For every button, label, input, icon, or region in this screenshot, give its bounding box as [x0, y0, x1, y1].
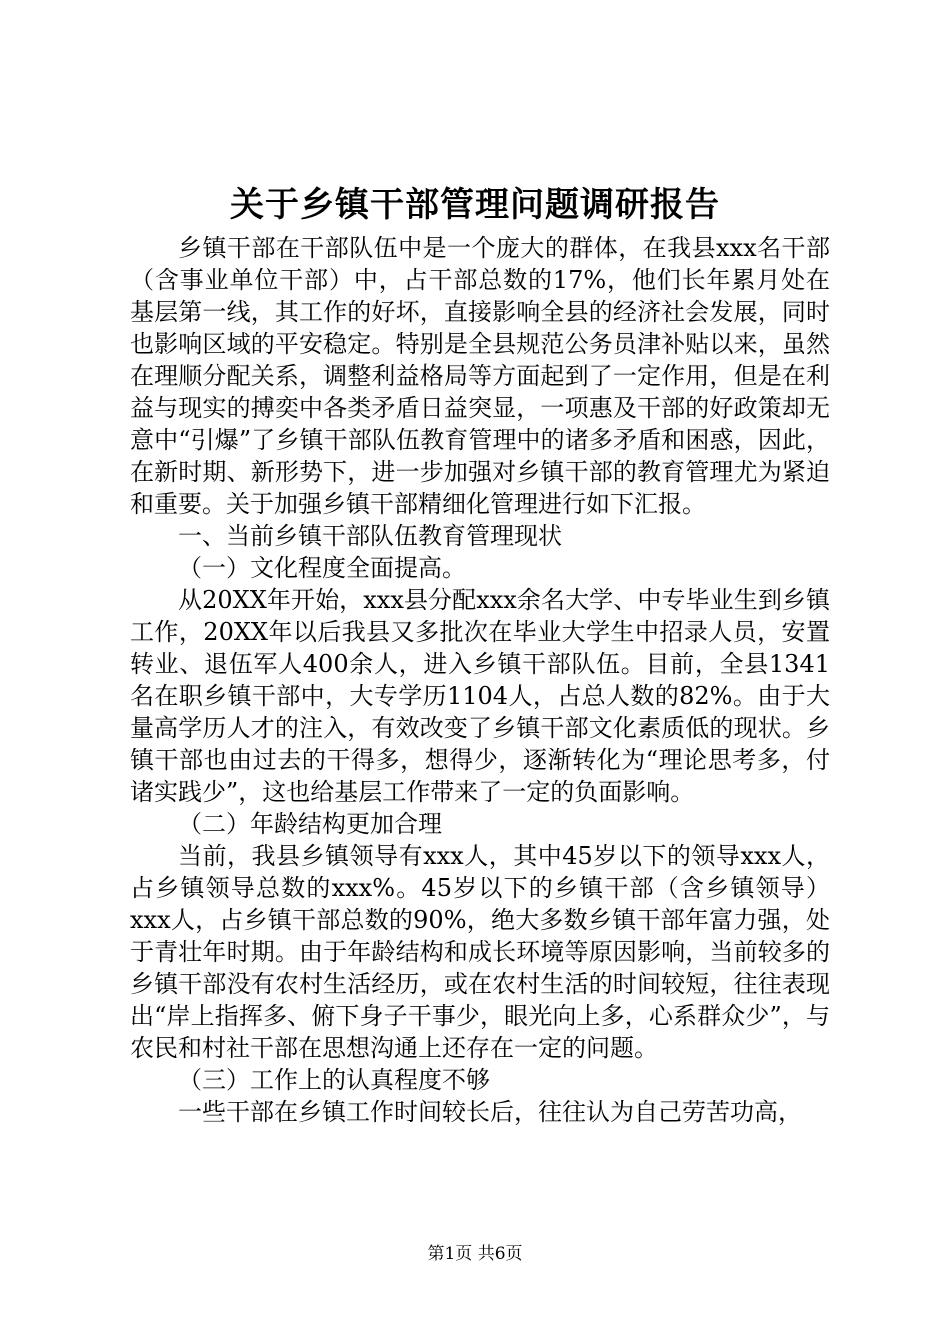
body-paragraph-age: 当前，我县乡镇领导有xxx人，其中45岁以下的领导xxx人，占乡镇领导总数的xxx%。45岁以下的乡镇干部（含乡镇领导）xxx人，占乡镇干部总数的90%，绝大多数乡镇干部年富力强，处于青壮年时期。由于年龄结构和成长环境等原因影响，当前较多的乡镇干部没有农村生活经历，或在农村生活的时间较短，往往表现出“岸上指挥多、俯下身子干事少，眼光向上多，心系群众少”，与农民和村社干部在思想沟通上还存在一定的问题。 — [130, 842, 830, 1062]
subsection-heading-1: （一）文化程度全面提高。 — [178, 554, 466, 582]
page-footer: 第1页 共6页 — [427, 1244, 523, 1264]
document-body — [130, 232, 830, 1128]
document-title: 关于乡镇干部管理问题调研报告 — [230, 185, 720, 225]
subsection-heading-3: （三）工作上的认真程度不够 — [178, 1066, 490, 1094]
section-heading-1: 一、当前乡镇干部队伍教育管理现状 — [178, 522, 562, 550]
subsection-heading-2: （二）年龄结构更加合理 — [178, 810, 442, 838]
body-paragraph-work: 一些干部在乡镇工作时间较长后，往往认为自己劳苦功高， — [178, 1098, 802, 1126]
intro-paragraph: 乡镇干部在干部队伍中是一个庞大的群体，在我县xxx名干部（含事业单位干部）中，占干部总数的17%，他们长年累月处在基层第一线，其工作的好坏，直接影响全县的经济社会发展，同时也影响区域的平安稳定。特别是全县规范公务员津补贴以来，虽然在理顺分配关系，调整利益格局等方面起到了一定作用，但是在利益与现实的搏奕中各类矛盾日益突显，一项惠及干部的好政策却无意中“引爆”了乡镇干部队伍教育管理中的诸多矛盾和困惑，因此，在新时期、新形势下，进一步加强对乡镇干部的教育管理尤为紧迫和重要。关于加强乡镇干部精细化管理进行如下汇报。 — [130, 234, 830, 518]
body-paragraph-education: 从20XX年开始，xxx县分配xxx余名大学、中专毕业生到乡镇工作，20XX年以后我县又多批次在毕业大学生中招录人员，安置转业、退伍军人400余人，进入乡镇干部队伍。目前，全县1341名在职乡镇干部中，大专学历1104人，占总人数的82%。由于大量高学历人才的注入，有效改变了乡镇干部文化素质低的现状。乡镇干部也由过去的干得多，想得少，逐渐转化为“理论思考多，付诸实践少”，这也给基层工作带来了一定的负面影响。 — [130, 586, 830, 806]
